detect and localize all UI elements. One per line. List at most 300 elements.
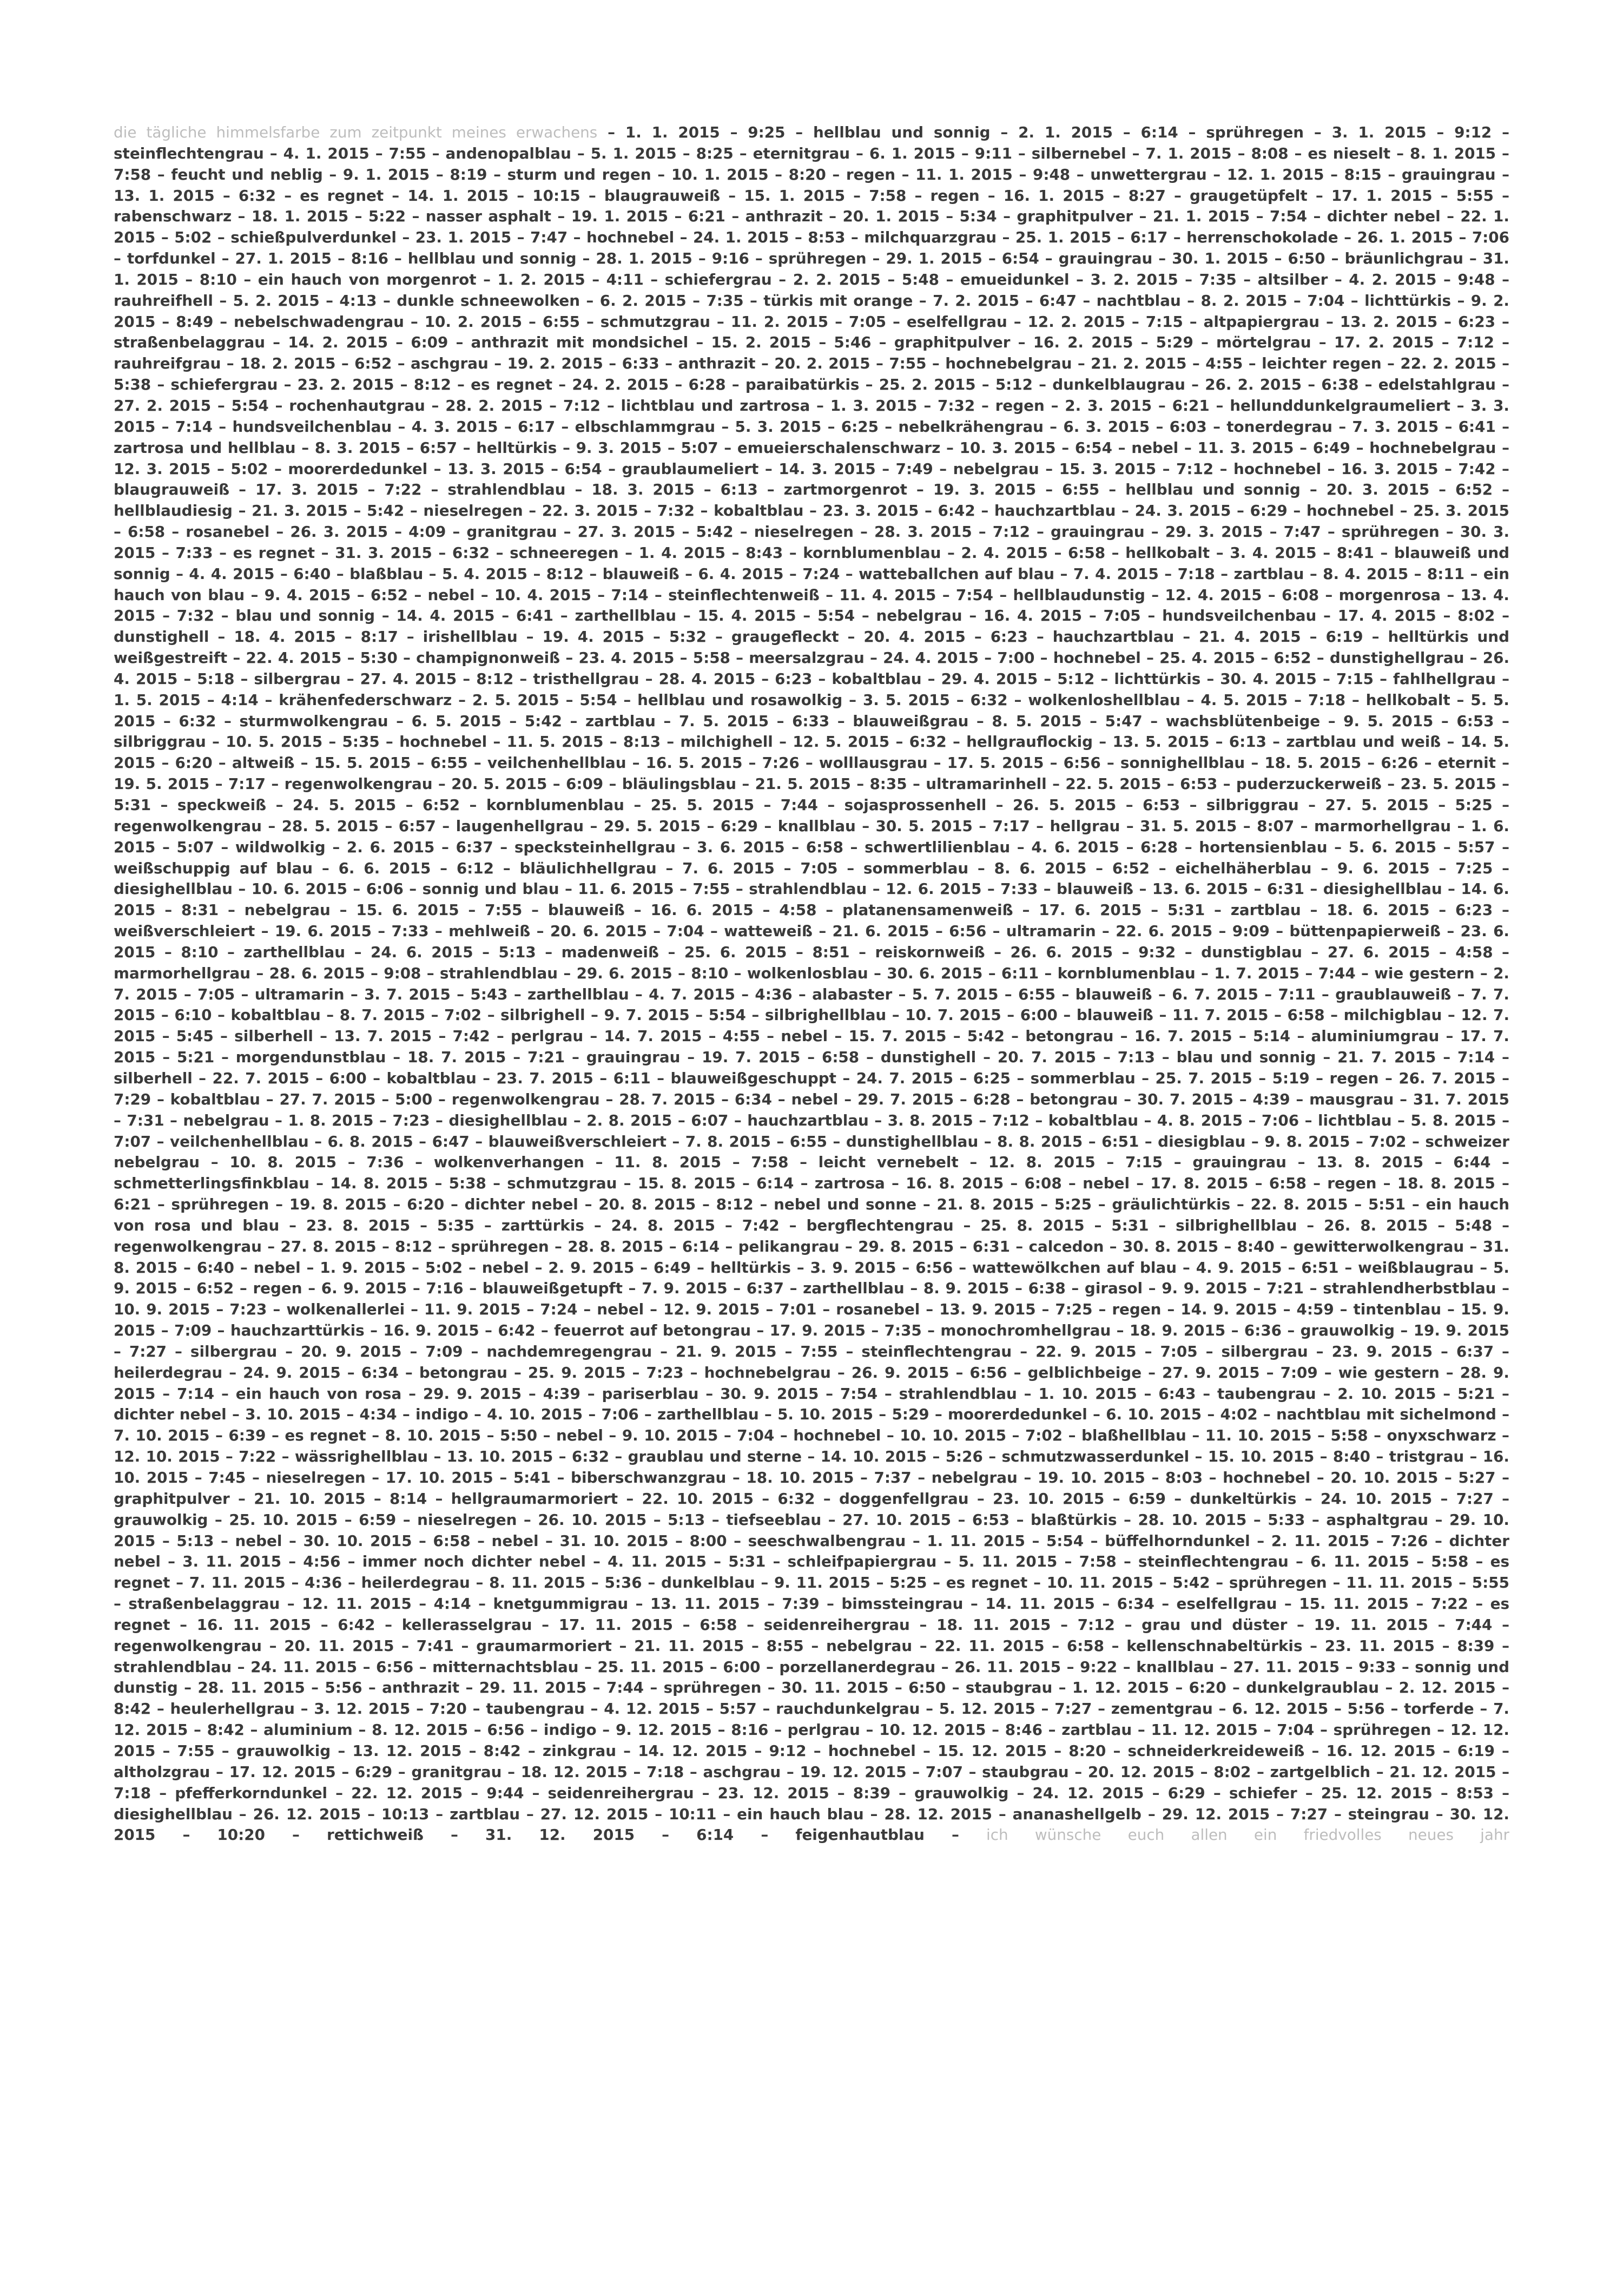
entry-separator: – — [1311, 859, 1337, 877]
entry-separator: – — [1010, 838, 1032, 856]
entry-separator: – — [830, 1363, 852, 1381]
diary-entry: 21. 5. 2015 – 8:35 – ultramarinhell — [755, 775, 1047, 793]
diary-entry: 29. 11. 2015 – 7:44 – sprühregen — [479, 1679, 762, 1697]
diary-entry: 6. 2. 2015 – 7:35 – türkis mit orange — [599, 291, 913, 310]
entry-separator: – — [1327, 838, 1349, 856]
entry-separator: – — [229, 1489, 254, 1508]
diary-entry: 27. 7. 2015 – 5:00 – regenwolkengrau — [279, 1090, 600, 1108]
entry-separator: – — [803, 502, 823, 520]
diary-entry: 28. 10. 2015 – 5:33 – asphaltgrau — [1138, 1510, 1429, 1529]
diary-entry: 30. 9. 2015 – 7:54 – strahlendblau — [720, 1384, 1017, 1403]
entry-separator: – — [1230, 1195, 1251, 1214]
entry-separator: – — [1376, 1174, 1397, 1193]
entry-separator: – — [1138, 1111, 1157, 1129]
entry-separator: – — [850, 144, 869, 162]
diary-entry: 3. 4. 2015 – 8:41 – blauweiß und sonnig — [114, 543, 1510, 583]
diary-entry: 31. 7. 2015 – 7:31 – nebelgrau — [114, 1090, 1509, 1129]
diary-entry: 27. 11. 2015 – 9:33 – sonnig und dunstig — [114, 1657, 1509, 1697]
entry-separator: – — [278, 376, 298, 394]
entry-separator: – — [386, 1048, 408, 1067]
diary-entry: 1. 6. 2015 – 5:07 – wildwolkig — [114, 817, 1509, 856]
diary-entry: 19. 6. 2015 – 7:33 – mehlweiß — [274, 922, 531, 940]
diary-text-block — [114, 122, 1509, 1846]
entry-separator: – — [576, 249, 596, 268]
entry-separator: – — [263, 144, 283, 162]
diary-entry: 24. 12. 2015 – 6:29 – schiefer — [1032, 1784, 1297, 1802]
diary-entry: 26. 12. 2015 – 10:13 – zartblau — [253, 1805, 520, 1823]
diary-entry: 11. 5. 2015 – 8:13 – milchighell — [506, 733, 773, 751]
entry-separator: – — [221, 354, 240, 373]
diary-entry: 22. 1. 2015 – 5:02 – schießpulverdunkel — [114, 207, 1509, 247]
entry-separator: – — [1189, 1448, 1208, 1466]
entry-separator: – — [1394, 502, 1414, 520]
diary-entry: 3. 3. 2015 – 7:14 – hundsveilchenblau — [114, 396, 1509, 436]
entry-separator: – — [953, 1216, 981, 1234]
entry-separator: – — [909, 1615, 937, 1634]
entry-separator: – — [1144, 523, 1165, 541]
diary-entry: 20. 4. 2015 – 6:23 – hauchzartblau — [863, 628, 1175, 646]
entry-separator: – — [1277, 1595, 1299, 1613]
diary-entry: 28. 8. 2015 – 6:14 – pelikangrau — [568, 1237, 840, 1255]
entry-separator: – — [452, 690, 472, 709]
diary-entry: 19. 4. 2015 – 5:32 – graugefleckt — [542, 628, 839, 646]
entry-separator: – — [962, 607, 984, 625]
diary-entry: 2. 2. 2015 – 5:48 – emueidunkel — [793, 270, 1070, 288]
diary-entry: 18. 10. 2015 – 7:37 – nebelgrau — [746, 1469, 1018, 1486]
diary-entry: 5. 5. 2015 – 6:32 – sturmwolkengrau — [114, 690, 1509, 730]
entry-separator: – — [813, 922, 833, 940]
entry-separator: – — [345, 943, 371, 961]
entry-separator: – — [1327, 1574, 1347, 1592]
diary-entry: 23. 2. 2015 – 8:12 – es regnet — [297, 376, 553, 394]
entry-separator: – — [624, 901, 651, 919]
diary-entry: 12. 8. 2015 – 7:15 – grauingrau — [988, 1153, 1286, 1172]
entry-separator: – — [1495, 376, 1509, 394]
diary-entry: 18. 7. 2015 – 7:21 – grauingrau — [407, 1048, 681, 1067]
diary-entry: 3. 2. 2015 – 7:35 – altsilber — [1090, 270, 1328, 288]
entry-separator: – — [1428, 1510, 1449, 1529]
diary-entry: 15. 6. 2015 – 7:55 – blauweiß — [356, 901, 625, 919]
entry-separator: – — [1379, 1679, 1399, 1697]
diary-entry: 15. 9. 2015 – 7:09 – hauchzarttürkis — [114, 1300, 1509, 1340]
diary-entry: 17. 4. 2015 – 8:02 – dunstighell — [114, 607, 1509, 646]
entry-separator: – — [1316, 1048, 1338, 1067]
diary-entry: 18. 2. 2015 – 6:52 – aschgrau — [240, 354, 489, 373]
diary-entry: 2. 9. 2015 – 6:49 – helltürkis — [548, 1258, 791, 1277]
diary-entry: 24. 3. 2015 – 6:29 – hochnebel — [1134, 502, 1394, 520]
diary-entry: 8. 2. 2015 – 7:04 – lichttürkis — [1200, 291, 1452, 310]
diary-entry: 15. 3. 2015 – 7:12 – hochnebel — [1059, 459, 1322, 478]
entry-separator: – — [584, 1700, 604, 1718]
entry-separator: – — [232, 502, 252, 520]
entry-separator: – — [726, 1469, 747, 1486]
entry-separator: – — [1474, 964, 1494, 982]
diary-entry: 28. 4. 2015 – 6:23 – kobaltblau — [658, 669, 922, 688]
diary-entry: 4. 11. 2015 – 5:31 – schleifpapiergrau — [608, 1552, 937, 1571]
entry-separator: – — [1439, 1363, 1460, 1381]
entry-separator: – — [907, 481, 933, 499]
entry-separator: – — [916, 1195, 937, 1214]
entry-separator: – — [405, 1300, 425, 1319]
entry-separator: – — [1117, 1510, 1138, 1529]
diary-entry: 14. 12. 2015 – 9:12 – hochnebel — [638, 1741, 916, 1760]
entry-separator: – — [1495, 165, 1510, 183]
diary-entry: 18. 4. 2015 – 8:17 – irishellblau — [234, 628, 518, 646]
entry-separator: – — [425, 396, 446, 415]
entry-separator: – — [1177, 1258, 1196, 1277]
diary-entry: 29. 8. 2015 – 6:31 – calcedon — [858, 1237, 1104, 1255]
entry-separator: – — [470, 1574, 490, 1592]
diary-entry: 26. 1. 2015 – 7:06 – torfdunkel — [114, 228, 1509, 268]
entry-separator: – — [1096, 922, 1116, 940]
diary-entry: 8. 5. 2015 – 5:47 – wachsblütenbeige — [992, 712, 1321, 730]
entry-separator: – — [229, 481, 256, 499]
entry-separator: – — [1451, 291, 1471, 310]
diary-entry: 11. 7. 2015 – 6:58 – milchigblau — [1172, 1006, 1442, 1024]
entry-separator: – — [1153, 1006, 1172, 1024]
entry-separator: – — [986, 796, 1013, 814]
entry-separator: – — [584, 817, 604, 835]
entry-separator: – — [266, 796, 293, 814]
entry-separator: – — [315, 543, 335, 562]
diary-entry: 14. 4. 2015 – 6:41 – zarthellblau — [396, 607, 677, 625]
diary-entry: 15. 7. 2015 – 5:42 – betongrau — [848, 1027, 1114, 1045]
entry-separator: – — [1007, 312, 1028, 331]
entry-separator: – — [232, 207, 252, 226]
diary-entry: 6. 4. 2015 – 7:24 – watteballchen auf blau — [698, 564, 1055, 583]
diary-entry: 24. 6. 2015 – 5:13 – madenweiß — [371, 943, 659, 961]
entry-separator: – — [1431, 1721, 1450, 1739]
entry-separator: – — [309, 1174, 331, 1193]
entry-separator: – — [1200, 669, 1220, 688]
diary-entry: 7. 5. 2015 – 6:33 – blauweißgrau — [678, 712, 969, 730]
diary-entry: 5. 11. 2015 – 7:58 – steinflechtengrau — [958, 1552, 1289, 1571]
entry-separator: – — [1297, 1216, 1324, 1234]
diary-entry: 7. 8. 2015 – 6:55 – dunstighellblau — [685, 1132, 979, 1150]
diary-entry: 16. 9. 2015 – 6:42 – feuerrot auf betongrau — [383, 1321, 751, 1340]
entry-separator: – — [269, 1111, 288, 1129]
entry-separator: – — [1439, 523, 1460, 541]
entry-separator: – — [1286, 1153, 1317, 1172]
entry-separator: – — [432, 775, 452, 793]
entry-separator: – — [279, 1216, 306, 1234]
diary-entry: 17. 7. 2015 – 5:21 – morgendunstblau — [114, 1027, 1509, 1067]
diary-entry: 16. 6. 2015 – 4:58 – platanensamenweiß — [650, 901, 1013, 919]
diary-entry: 16. 3. 2015 – 7:42 – blaugrauweiß — [114, 459, 1509, 499]
diary-entry: 21. 4. 2015 – 6:19 – helltürkis und weißgestreift — [114, 628, 1509, 667]
entry-separator: – — [771, 270, 793, 288]
entry-separator: – — [1332, 417, 1352, 436]
entry-separator: – — [331, 1741, 353, 1760]
entry-separator: – — [519, 1805, 540, 1823]
entry-separator: – — [1017, 1469, 1038, 1486]
diary-entry: 1. 5. 2015 – 4:14 – krähenfederschwarz — [114, 690, 452, 709]
entry-separator: – — [1180, 291, 1201, 310]
diary-entry: 12. 6. 2015 – 7:33 – blauweiß — [886, 880, 1134, 898]
diary-entry: 25. 10. 2015 – 6:59 – nieselregen — [229, 1510, 517, 1529]
entry-separator: – — [1132, 1721, 1151, 1739]
entry-separator: – — [1450, 396, 1471, 415]
diary-entry: 16. 10. 2015 – 7:45 – nieselregen — [114, 1448, 1509, 1486]
diary-entry: 2. 8. 2015 – 6:07 – hauchzartblau — [586, 1111, 869, 1129]
diary-entry: 1. 4. 2015 – 8:43 – kornblumenblau — [638, 543, 941, 562]
diary-entry: 31. 10. 2015 – 8:00 – seeschwalbengrau — [559, 1531, 906, 1550]
entry-separator: – — [580, 291, 600, 310]
entry-separator: – — [639, 669, 659, 688]
diary-entry: 29. 7. 2015 – 6:28 – betongrau — [857, 1090, 1118, 1108]
diary-entry: 23. 9. 2015 – 6:37 – heilerdegrau — [114, 1342, 1509, 1381]
diary-entry: 20. 1. 2015 – 5:34 – graphitpulver — [842, 207, 1133, 226]
diary-entry: 4. 2. 2015 – 9:48 – rauhreifhell — [114, 270, 1509, 310]
entry-separator: – — [558, 964, 577, 982]
diary-entry: 5. 1. 2015 – 8:25 – eternitgrau — [590, 144, 850, 162]
entry-separator: – — [1068, 1762, 1088, 1781]
entry-separator: – — [1104, 1237, 1123, 1255]
diary-entry: 22. 3. 2015 – 7:32 – kobaltblau — [542, 502, 804, 520]
diary-entry: 10. 4. 2015 – 7:14 – steinflechtenweiß — [494, 585, 820, 604]
entry-separator: – — [675, 838, 697, 856]
entry-separator: – — [935, 1657, 955, 1676]
diary-entry: 1. 8. 2015 – 7:23 – diesighellblau — [288, 1111, 568, 1129]
entry-separator: – — [1304, 564, 1323, 583]
entry-separator: – — [892, 985, 912, 1003]
entry-separator: – — [1296, 1489, 1321, 1508]
entry-separator: – — [920, 1700, 939, 1718]
entry-separator: – — [1212, 1700, 1232, 1718]
entry-separator: – — [295, 438, 315, 457]
diary-entry: 1. 9. 2015 – 5:02 – nebel — [320, 1258, 529, 1277]
entry-separator: – — [652, 1342, 676, 1360]
diary-entry: 23. 6. 2015 – 8:10 – zarthellblau — [114, 922, 1509, 961]
diary-entry: 2. 4. 2015 – 6:58 – hellkobalt — [961, 543, 1210, 562]
diary-entry: 25. 1. 2015 – 6:17 – herrenschokolade — [1015, 228, 1338, 247]
entry-separator: – — [913, 291, 933, 310]
diary-entry: 27. 8. 2015 – 8:12 – sprühregen — [280, 1237, 549, 1255]
entry-separator: – — [517, 628, 543, 646]
entry-separator: – — [1017, 1384, 1039, 1403]
entry-separator: – — [277, 1342, 301, 1360]
diary-entry: 26. 2. 2015 – 6:38 – edelstahlgrau — [1205, 376, 1496, 394]
entry-separator: – — [560, 649, 579, 667]
diary-entry: 9. 10. 2015 – 7:04 – hochnebel — [622, 1426, 881, 1445]
entry-separator: – — [688, 333, 711, 352]
diary-entry: 24. 4. 2015 – 7:00 – hochnebel — [883, 649, 1141, 667]
entry-separator: – — [1008, 1784, 1033, 1802]
diary-entry: 18. 5. 2015 – 6:26 – eternit — [1264, 754, 1496, 772]
entry-separator: – — [1140, 649, 1160, 667]
diary-entry: 17. 2. 2015 – 7:12 – rauhreifgrau — [114, 333, 1509, 373]
entry-separator: – — [366, 1426, 385, 1445]
page — [114, 122, 1509, 1846]
diary-entry: 19. 3. 2015 – 6:55 – hellblau und sonnig — [933, 481, 1301, 499]
entry-separator: – — [210, 1762, 229, 1781]
diary-entry: 26. 7. 2015 – 7:29 – kobaltblau — [114, 1069, 1509, 1108]
diary-entry: 13. 9. 2015 – 7:25 – regen — [939, 1300, 1162, 1319]
diary-entry: 24. 11. 2015 – 6:56 – mitternachtsblau — [250, 1657, 579, 1676]
entry-separator: – — [927, 754, 947, 772]
entry-separator: – — [330, 901, 357, 919]
diary-entry: 8. 1. 2015 – 7:58 – feucht und neblig — [114, 144, 1509, 183]
diary-entry: 11. 10. 2015 – 5:58 – onyxschwarz — [1205, 1426, 1496, 1445]
diary-entry: 17. 1. 2015 – 5:55 – rabenschwarz — [114, 186, 1509, 226]
diary-entry: 17. 3. 2015 – 7:22 – strahlendblau — [255, 481, 566, 499]
entry-separator: – — [968, 712, 992, 730]
entry-separator: – — [1087, 1405, 1106, 1424]
entry-separator: – — [651, 165, 671, 183]
diary-entry: 7. 10. 2015 – 6:39 – es regnet — [114, 1426, 366, 1445]
entry-separator: – — [853, 523, 874, 541]
entry-separator: – — [694, 1784, 718, 1802]
diary-entry: 7. 12. 2015 – 8:42 – aluminium — [114, 1700, 1509, 1739]
entry-separator: – — [1126, 144, 1146, 162]
entry-separator: – — [160, 1552, 183, 1571]
entry-separator: – — [666, 1132, 685, 1150]
diary-entry: 23. 11. 2015 – 8:39 – strahlendblau — [114, 1636, 1509, 1676]
diary-entry: 21. 11. 2015 – 8:55 – nebelgrau — [634, 1636, 913, 1655]
entry-separator: – — [1012, 1342, 1036, 1360]
entry-separator: – — [936, 1552, 959, 1571]
diary-entry: 4. 6. 2015 – 6:28 – hortensienblau — [1031, 838, 1328, 856]
entry-separator: – — [1496, 438, 1509, 457]
diary-entry: 17. 11. 2015 – 6:58 – seidenreihergrau — [558, 1615, 910, 1634]
diary-entry: 7. 11. 2015 – 4:36 – heilerdegrau — [189, 1574, 470, 1592]
diary-entry: 29. 10. 2015 – 5:13 – nebel — [114, 1510, 1509, 1550]
diary-entry: 31. 3. 2015 – 6:32 – schneeregen — [335, 543, 619, 562]
entry-separator: – — [1496, 1405, 1510, 1424]
diary-entry: 2. 11. 2015 – 7:26 – dichter nebel — [114, 1531, 1509, 1571]
entry-separator: – — [751, 1321, 770, 1340]
diary-entry: 15. 5. 2015 – 6:55 – veilchenhellblau — [314, 754, 626, 772]
entry-separator: – — [1451, 985, 1471, 1003]
entry-separator: – — [1381, 775, 1401, 793]
diary-entry: 3. 6. 2015 – 6:58 – schwertlilienblau — [697, 838, 1011, 856]
entry-separator: – — [227, 649, 246, 667]
diary-entry: 25. 4. 2015 – 6:52 – dunstighellgrau — [1159, 649, 1464, 667]
diary-entry: 18. 11. 2015 – 7:12 – grau und düster — [936, 1615, 1288, 1634]
diary-entry: 4. 5. 2015 – 7:18 – hellkobalt — [1200, 690, 1450, 709]
entry-separator: – — [200, 1153, 230, 1172]
diary-entry: 14. 11. 2015 – 6:34 – eselfellgrau — [985, 1595, 1277, 1613]
diary-entry: 11. 8. 2015 – 7:58 – leicht vernebelt — [614, 1153, 959, 1172]
entry-separator: – — [1287, 1615, 1314, 1634]
entry-separator: – — [1288, 1552, 1311, 1571]
diary-entry: 7. 1. 2015 – 8:08 – es nieselt — [1145, 144, 1391, 162]
entry-separator: – — [1450, 690, 1471, 709]
diary-entry: 2. 6. 2015 – 6:37 – specksteinhellgrau — [346, 838, 676, 856]
entry-separator: – — [557, 438, 576, 457]
diary-entry: 11. 3. 2015 – 6:49 – hochnebelgrau — [1197, 438, 1496, 457]
entry-separator: – — [552, 376, 572, 394]
entry-separator: – — [170, 1615, 197, 1634]
diary-entry: 8. 6. 2015 – 6:52 – eichelhäherblau — [994, 859, 1312, 877]
entry-separator: – — [459, 1679, 479, 1697]
entry-separator: – — [1133, 207, 1153, 226]
diary-entry: 4. 8. 2015 – 7:06 – lichtblau — [1157, 1111, 1392, 1129]
entry-separator: – — [603, 1426, 622, 1445]
diary-entry: 13. 3. 2015 – 6:54 – graublaumeliert — [447, 459, 759, 478]
entry-separator: – — [1093, 733, 1113, 751]
diary-entry: 23. 4. 2015 – 5:58 – meersalzgrau — [578, 649, 865, 667]
diary-entry: 16. 1. 2015 – 8:27 – graugetüpfelt — [1003, 186, 1308, 205]
entry-separator: – — [585, 1552, 608, 1571]
diary-entry: 16. 7. 2015 – 5:14 – aluminiumgrau — [1134, 1027, 1440, 1045]
entry-separator: – — [215, 249, 235, 268]
diary-entry: 1. 1. 2015 – 9:25 – hellblau und sonnig — [625, 123, 991, 141]
entries-list — [114, 123, 1509, 1844]
entry-separator: – — [836, 1069, 856, 1087]
entry-separator: – — [226, 1405, 246, 1424]
diary-entry: 3. 11. 2015 – 4:56 – immer noch dichter nebel — [182, 1552, 586, 1571]
entry-separator: – — [245, 585, 265, 604]
diary-entry: 22. 9. 2015 – 7:05 – silbergrau — [1035, 1342, 1308, 1360]
entry-separator: – — [404, 312, 425, 331]
diary-entry: 15. 10. 2015 – 8:40 – tristgrau — [1208, 1448, 1464, 1466]
entry-separator: – — [1301, 901, 1327, 919]
diary-entry: 3. 8. 2015 – 7:12 – kobaltblau — [887, 1111, 1139, 1129]
entry-separator: – — [1441, 733, 1461, 751]
entry-separator: – — [322, 165, 343, 183]
entry-separator: – — [557, 523, 578, 541]
diary-entry: 10. 8. 2015 – 7:36 – wolkenverhangen — [229, 1153, 584, 1172]
entry-separator: – — [859, 376, 879, 394]
diary-entry: 24. 7. 2015 – 6:25 – sommerblau — [856, 1069, 1136, 1087]
entry-separator: – — [549, 1237, 568, 1255]
diary-entry: 1. 12. 2015 – 6:20 – dunkelgraublau — [1072, 1679, 1379, 1697]
entry-separator: – — [364, 1321, 384, 1340]
diary-entry: 15. 8. 2015 – 6:14 – zartrosa — [637, 1174, 885, 1193]
diary-entry: 8. 12. 2015 – 6:56 – indigo — [372, 1721, 597, 1739]
entry-separator: – — [755, 354, 775, 373]
diary-entry: 30. 7. 2015 – 4:39 – mausgrau — [1137, 1090, 1394, 1108]
entry-separator: – — [1304, 123, 1332, 141]
diary-entry: 9. 9. 2015 – 7:21 – strahlendherbstblau — [1162, 1279, 1496, 1298]
diary-entry: 1. 11. 2015 – 5:54 – büffelhorndunkel — [927, 1531, 1250, 1550]
entry-separator: – — [658, 943, 684, 961]
diary-entry: 20. 11. 2015 – 7:41 – graumarmoriert — [284, 1636, 612, 1655]
entry-separator: – — [990, 123, 1019, 141]
diary-entry: 29. 3. 2015 – 7:47 – sprühregen — [1165, 523, 1440, 541]
entry-separator: – — [1378, 1069, 1399, 1087]
entry-separator: – — [616, 1741, 638, 1760]
diary-entry: 30. 12. 2015 – 10:20 – rettichweiß — [114, 1805, 1509, 1844]
diary-entry: 14. 5. 2015 – 6:20 – altweiß — [114, 733, 1510, 772]
diary-entry: 31. 12. 2015 – 6:14 – feigenhautblau — [485, 1826, 925, 1844]
entry-separator: – — [1390, 144, 1410, 162]
entry-separator: – — [294, 754, 314, 772]
diary-entry: 30. 3. 2015 – 7:33 – es regnet — [114, 523, 1510, 562]
entry-separator: – — [232, 880, 252, 898]
diary-entry: 9. 4. 2015 – 6:52 – nebel — [264, 585, 475, 604]
entry-separator: – — [1046, 775, 1066, 793]
entry-separator: – — [710, 312, 731, 331]
entry-separator: – — [920, 1300, 940, 1319]
diary-entry: 6. 12. 2015 – 5:56 – torferde — [1232, 1700, 1474, 1718]
diary-entry: 13. 5. 2015 – 6:13 – zartblau und weiß — [1112, 733, 1441, 751]
diary-entry: 24. 8. 2015 – 7:42 – bergflechtengrau — [611, 1216, 954, 1234]
entry-separator: – — [679, 564, 698, 583]
diary-entry: 12. 9. 2015 – 7:01 – rosanebel — [663, 1300, 920, 1319]
diary-entry: 12. 3. 2015 – 5:02 – moorerdedunkel — [114, 459, 428, 478]
entry-separator: – — [255, 922, 275, 940]
entry-separator: – — [374, 607, 397, 625]
entry-separator: – — [584, 1153, 615, 1172]
diary-entry: 18. 3. 2015 – 6:13 – zartmorgenrot — [591, 481, 907, 499]
diary-entry: 9. 6. 2015 – 7:25 – diesighellblau — [114, 859, 1509, 898]
diary-entry: 5. 6. 2015 – 5:57 – weißschuppig auf blau — [114, 838, 1510, 877]
entry-separator: – — [507, 1363, 528, 1381]
diary-entry: 20. 8. 2015 – 8:12 – nebel und sonne — [598, 1195, 917, 1214]
entry-separator: – — [1214, 1657, 1233, 1676]
